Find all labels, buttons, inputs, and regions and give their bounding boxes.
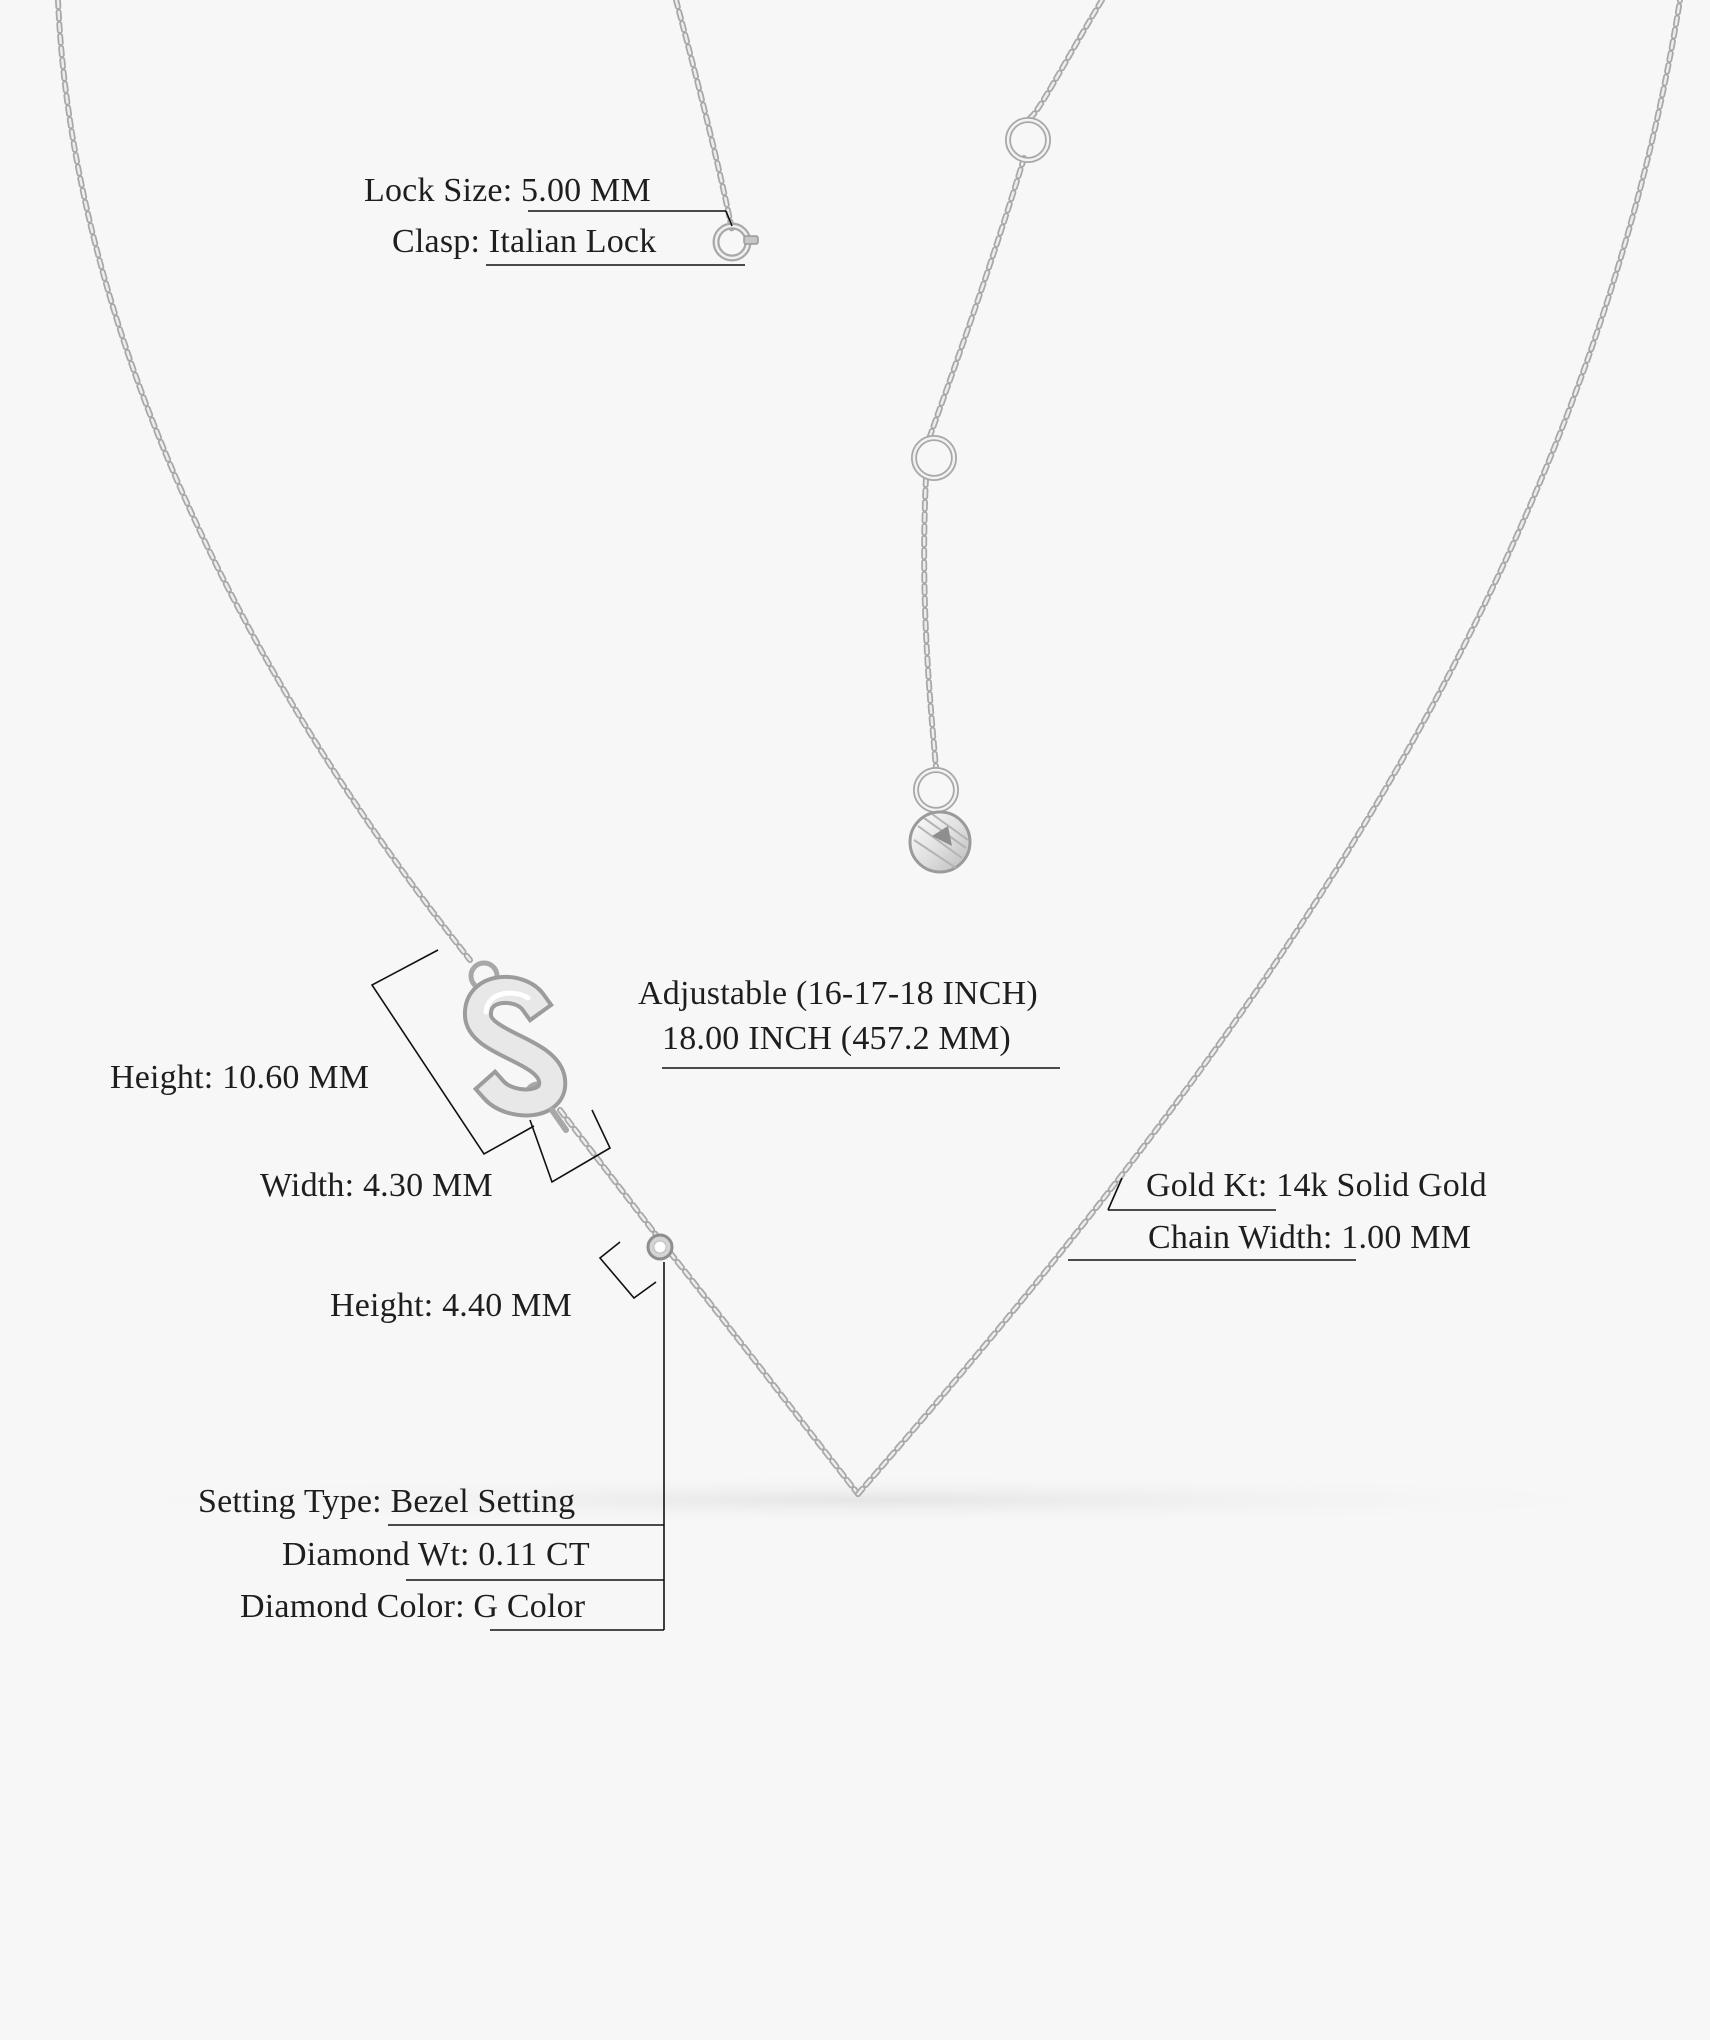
jump-ring-icon <box>1008 120 1048 160</box>
chain-width-label <box>1148 1218 1471 1258</box>
letter-s-pendant-icon <box>471 963 552 1108</box>
diamond-color-key: Diamond Color: <box>240 1588 465 1625</box>
lock-size-label <box>364 171 651 211</box>
setting-type-value: Bezel Setting <box>381 1483 576 1520</box>
jump-ring-icon <box>916 770 956 810</box>
bezel-diamond-icon <box>648 1235 672 1259</box>
adjustable-length-text: Adjustable (16-17-18 INCH) <box>638 975 1038 1012</box>
right-chain-strand-highlight <box>858 0 1680 1494</box>
leader-lines <box>372 211 1356 1630</box>
left-chain-strand-highlight <box>58 0 470 960</box>
lock-size-key: Lock Size: <box>364 172 513 209</box>
pendant-height-label <box>110 1058 369 1098</box>
right-chain-strand <box>858 0 1680 1494</box>
clasp-value: Italian Lock <box>480 223 657 260</box>
chain-length-label <box>662 1019 1011 1059</box>
extender-chain <box>924 0 1102 768</box>
jump-ring-icon <box>914 438 954 478</box>
stone-height-key: Height: <box>330 1287 434 1324</box>
disc-charm-icon <box>910 812 970 872</box>
gold-kt-key: Gold Kt: <box>1146 1167 1268 1204</box>
diamond-wt-value: 0.11 CT <box>469 1536 590 1573</box>
pendant-height-key: Height: <box>110 1059 214 1096</box>
lock-size-value: 5.00 MM <box>512 172 651 209</box>
adjustable-length-label <box>638 974 1038 1014</box>
chain-length-text: 18.00 INCH (457.2 MM) <box>662 1020 1011 1057</box>
jump-ring-icons <box>914 120 1048 810</box>
extender-chain-highlight <box>924 0 1102 768</box>
pendant-height-value: 10.60 MM <box>213 1059 370 1096</box>
setting-type-label <box>198 1482 575 1522</box>
pendant-width-key: Width: <box>260 1167 355 1204</box>
diamond-wt-key: Diamond Wt: <box>282 1536 470 1573</box>
diamond-color-value: G Color <box>464 1588 586 1625</box>
stone-height-value: 4.40 MM <box>433 1287 572 1324</box>
diamond-color-label <box>240 1587 585 1627</box>
gold-kt-label <box>1146 1166 1487 1206</box>
chain-width-key: Chain Width: <box>1148 1219 1333 1256</box>
chain-group <box>58 0 1680 1494</box>
clasp-key: Clasp: <box>392 223 481 260</box>
lower-chain-strand-highlight <box>560 1110 858 1494</box>
clasp-label <box>392 222 656 262</box>
stone-height-label <box>330 1286 572 1326</box>
spring-ring-clasp-icon <box>716 226 758 258</box>
pendant-width-value: 4.30 MM <box>354 1167 493 1204</box>
left-chain-strand <box>58 0 470 960</box>
pendant-width-label <box>260 1166 493 1206</box>
diamond-wt-label <box>282 1535 590 1575</box>
gold-kt-value: 14k Solid Gold <box>1267 1167 1487 1204</box>
chain-width-value: 1.00 MM <box>1332 1219 1472 1256</box>
setting-type-key: Setting Type: <box>198 1483 382 1520</box>
